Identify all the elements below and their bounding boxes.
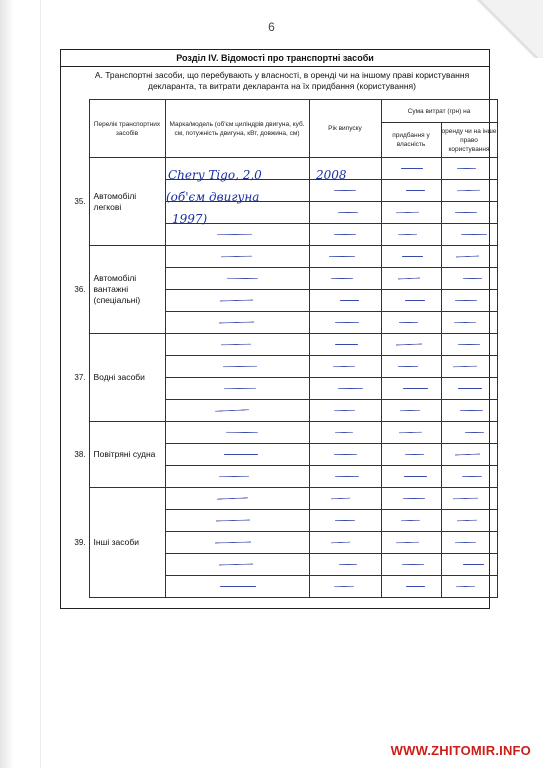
dash-mark [335,520,355,521]
table-cell [165,334,309,356]
dash-mark [226,432,258,433]
dash-mark [339,564,357,565]
table-cell [441,246,497,268]
table-cell [165,378,309,400]
table-cell [441,488,497,510]
dash-mark [218,322,253,324]
header-model: Марка/модель (об'єм циліндрів двигуна, куб. см, потужність двигуна, кВт, довжина, см) [165,100,309,158]
table-row [69,488,497,510]
intro-letter: А [94,70,101,80]
dash-mark [335,322,359,323]
dash-mark [459,410,482,411]
dash-mark [398,432,421,434]
dash-mark [333,366,355,368]
table-row [69,422,497,444]
header-purchase: придбання у власність [381,123,441,158]
table-cell [309,180,381,202]
dash-mark [453,366,477,368]
dash-mark [404,476,427,477]
dash-mark [461,234,487,235]
dash-mark [330,498,349,500]
table-cell [165,444,309,466]
handwritten-model-line1: Chery Tigo, 2,0 [168,168,262,182]
dash-mark [452,498,477,500]
dash-mark [457,520,477,522]
table-cell [309,466,381,488]
dash-mark [338,212,358,213]
dash-mark [455,212,477,213]
table-cell [381,378,441,400]
table-cell [441,158,497,180]
scan-edge-shadow [0,0,14,768]
dash-mark [395,542,418,544]
dash-mark [395,212,418,214]
dash-mark [333,454,356,455]
table-cell [441,510,497,532]
dash-mark [464,432,483,433]
table-cell [309,356,381,378]
table-cell [309,422,381,444]
page-number: 6 [268,20,275,34]
dash-mark [403,388,428,389]
handwritten-model-line3: 1997) [172,212,208,226]
table-cell [309,334,381,356]
table-cell [441,290,497,312]
header-num-spacer [69,100,89,158]
dash-mark [454,322,476,324]
group-name: Водні засоби [89,334,165,422]
dash-mark [463,564,484,565]
table-cell [381,576,441,598]
table-cell [165,576,309,598]
dash-mark [405,300,425,301]
table-cell [165,400,309,422]
table-cell [381,158,441,180]
table-cell [441,224,497,246]
dash-mark [462,476,482,477]
dash-mark [335,476,359,477]
dash-mark [330,542,349,544]
table-cell [381,202,441,224]
table-cell [309,202,381,224]
dash-mark [458,388,482,389]
table-cell [381,224,441,246]
dash-mark [400,410,420,412]
table-cell [381,400,441,422]
table-cell [165,466,309,488]
table-cell [441,400,497,422]
group-number: 35. [74,197,86,206]
table-cell [309,532,381,554]
dash-mark [334,190,356,191]
dash-mark [398,322,417,323]
dash-mark [462,278,481,279]
dash-mark [400,520,419,522]
dash-mark [220,586,256,587]
dash-mark [458,344,480,345]
table-cell [309,488,381,510]
table-cell [441,356,497,378]
table-cell [381,334,441,356]
table-cell [309,268,381,290]
table-cell [309,378,381,400]
dash-mark [216,497,247,499]
dash-mark [398,278,420,280]
dash-mark [402,256,423,257]
dash-mark [404,454,423,455]
table-cell [309,290,381,312]
table-cell [165,246,309,268]
handwritten-year: 2008 [316,168,347,182]
dash-mark [334,234,356,235]
dash-mark [331,278,353,279]
table-cell [441,532,497,554]
group-number: 37. [74,373,86,382]
group-name: Повітряні судна [89,422,165,488]
table-cell [441,180,497,202]
table-cell [165,224,309,246]
dash-mark [456,168,475,169]
group-name: Автомобілі легкові [89,158,165,246]
dash-mark [219,564,253,566]
table-cell [441,334,497,356]
dash-mark [216,520,250,522]
table-cell [441,202,497,224]
dash-mark [401,168,423,169]
dash-mark [397,234,416,236]
dash-mark [329,256,355,257]
table-body [69,158,497,598]
table-cell [381,290,441,312]
dash-mark [224,454,258,455]
dash-mark [340,300,359,301]
table-cell [381,444,441,466]
group-number: 36. [74,285,86,294]
dash-mark [226,278,257,279]
dash-mark [215,541,251,543]
table-cell [165,488,309,510]
dash-mark [454,542,475,544]
header-sum: Сума витрат (грн) на [381,100,497,123]
group-name: Автомобілі вантажні (спеціальні) [89,246,165,334]
dash-mark [219,300,252,302]
table-cell [165,554,309,576]
table-cell [165,356,309,378]
table-cell [381,268,441,290]
dash-mark [215,409,249,411]
table-cell [381,180,441,202]
group-name: Інші засоби [89,488,165,598]
table-cell [309,444,381,466]
dash-mark [337,388,362,389]
table-cell [381,488,441,510]
dash-mark [335,432,353,434]
group-number: 39. [74,538,86,547]
table-cell [165,312,309,334]
table-cell [381,510,441,532]
dash-mark [335,344,358,345]
table-cell [441,422,497,444]
header-rent: оренду чи на інше право користування [441,123,497,158]
dash-mark [396,343,422,345]
table-cell [381,532,441,554]
table-cell [381,356,441,378]
dash-mark [398,366,418,367]
table-cell [165,532,309,554]
table-cell [309,554,381,576]
dash-mark [333,410,354,412]
table-cell [441,576,497,598]
dash-mark [220,256,251,258]
table-cell [381,312,441,334]
dash-mark [334,586,354,588]
table-cell [381,466,441,488]
dash-mark [455,300,477,301]
table-cell [165,422,309,444]
table-cell [441,268,497,290]
dash-mark [403,498,425,499]
scan-margin-line [40,0,41,768]
group-number: 38. [74,450,86,459]
table-cell [309,246,381,268]
dash-mark [456,190,479,192]
table-cell [309,400,381,422]
dash-mark [223,366,257,367]
dash-mark [219,476,249,477]
dash-mark [402,564,424,565]
transport-table [69,99,498,598]
table-row [69,158,497,180]
table-cell [441,378,497,400]
handwritten-model-line2: (об'єм двигуна [166,190,260,204]
table-cell [381,554,441,576]
table-cell [309,510,381,532]
table-cell [309,312,381,334]
table-cell [441,312,497,334]
dash-mark [454,453,479,455]
table-row [69,334,497,356]
table-cell [309,224,381,246]
dash-mark [406,190,425,191]
table-cell [309,576,381,598]
header-list: Перелік транспортних засобів [89,100,165,158]
table-cell [165,510,309,532]
section-intro [61,67,489,93]
dash-mark [221,344,251,346]
site-watermark: WWW.ZHITOMIR.INFO [390,743,531,758]
table-cell [381,422,441,444]
dash-mark [406,586,425,587]
transport-form [60,49,497,609]
header-year: Рік випуску [309,100,381,158]
intro-text: . Транспортні засоби, що перебувають у власності, в оренді чи на іншому праві користування декларанта, та витрати декларанта на їх придбання (користування) [100,70,470,91]
table-cell [165,268,309,290]
table-cell [165,290,309,312]
dash-mark [455,256,478,258]
table-cell [441,444,497,466]
table-cell [441,554,497,576]
table-cell [381,246,441,268]
section-title: Розділ IV. Відомості про транспортні засоби [61,50,489,67]
dash-mark [224,388,256,389]
table-row [69,246,497,268]
dash-mark [216,234,251,235]
table-cell [441,466,497,488]
dash-mark [455,586,474,588]
